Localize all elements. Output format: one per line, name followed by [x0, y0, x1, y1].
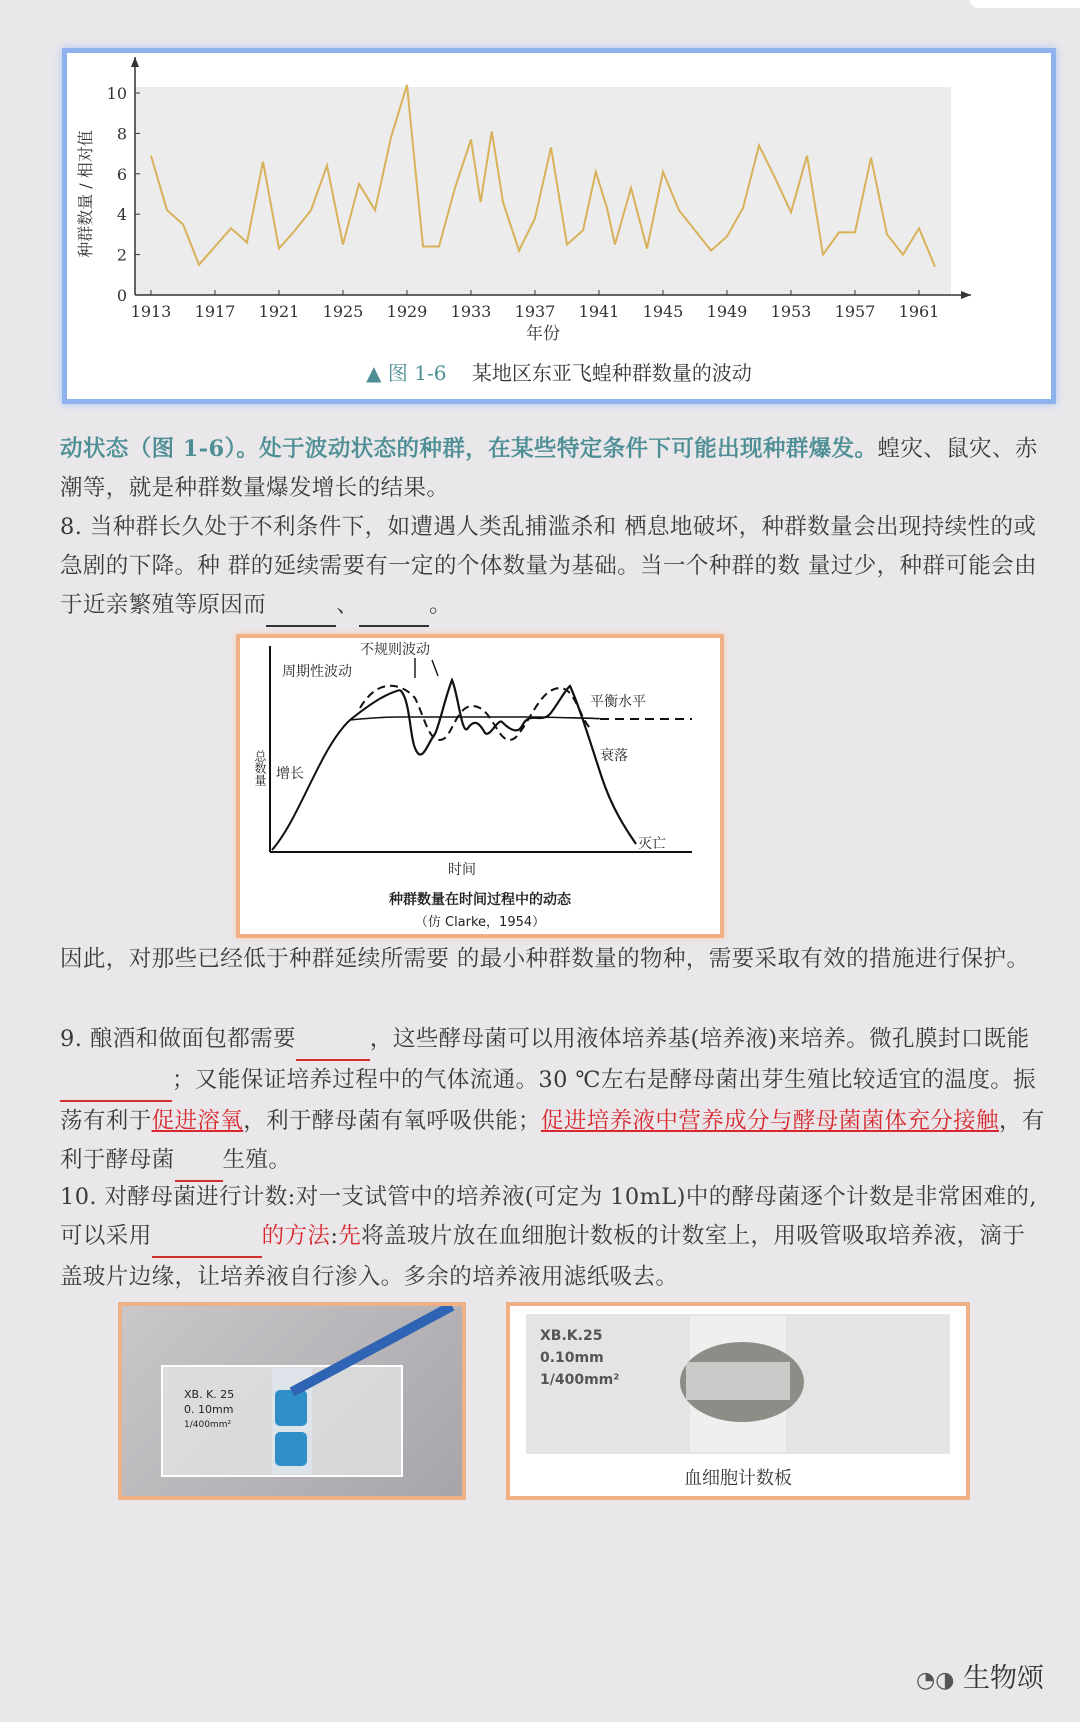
figure2-source: （仿 Clarke，1954） [414, 915, 546, 930]
x-tick-label: 1921 [258, 302, 300, 321]
para4-t4: ，利于酵母菌有氧呼吸供能； [243, 1108, 541, 1134]
y-axis-arrow [131, 57, 139, 67]
slide-label-3: 1/400mm² [184, 1420, 232, 1430]
label-irregular: 不规则波动 [360, 642, 430, 658]
para4-answer-2: 促进培养液中营养成分与酵母菌菌体充分接触 [540, 1108, 999, 1134]
x-tick-label: 1945 [642, 302, 684, 321]
x-tick-label: 1957 [834, 302, 876, 321]
figure-locust-chart [62, 48, 1056, 404]
para4-t6: 生殖。 [222, 1147, 292, 1173]
blank-8b[interactable] [359, 586, 429, 627]
para5-red-2: 先 [338, 1223, 362, 1249]
wechat-icon: ◔◑ [916, 1668, 955, 1693]
slide-label-1: XB. K. 25 [184, 1388, 235, 1401]
paragraph-3 [60, 940, 1045, 979]
x-axis-arrow [961, 291, 971, 299]
para4-t2: ，这些酵母菌可以用液体培养基(培养液)来培养。微孔膜封口既能 [369, 1026, 1030, 1052]
para1-emphasis: 动状态（图 1-6）。处于波动状态的种群，在某些特定条件下可能出现种群爆发。 [60, 436, 878, 462]
periodic-curve [360, 686, 590, 740]
figure2-caption: 种群数量在时间过程中的动态 [389, 892, 571, 908]
para2-text: 8. 当种群长久处于不利条件下，如遭遇人类乱捕滥杀和 栖息地破坏，种群数量会出现持续性的或急剧的下降。种 群的延续需要有一定的个体数量为基础。当一个种群的数 量过少，种群可能会由于近亲繁殖等原因而 [60, 514, 1037, 618]
label-growth: 增长 [276, 766, 304, 782]
board-label-1: XB.K.25 [540, 1328, 603, 1344]
y-tick-label: 6 [116, 164, 127, 184]
blank-8a[interactable] [266, 586, 336, 627]
para3-text: 因此，对那些已经低于种群延续所需要 的最小种群数量的物种，需要采取有效的措施进行保护。 [60, 946, 1030, 972]
board-label-2: 0.10mm [540, 1350, 604, 1366]
y-tick-label: 2 [116, 245, 127, 265]
para4-t3: ；又能保证培养过程中的气体流通。30 ℃左右是酵母菌出芽生殖比较适宜的温度。振荡有利于 [60, 1067, 1037, 1134]
para4-answer-1: 促进溶氧 [151, 1108, 244, 1134]
para2-sep: 、 [336, 592, 360, 618]
para5-t2: : [330, 1223, 339, 1249]
y-axis-label: 种群数量 / 相对值 [76, 130, 95, 258]
para2-end: 。 [429, 592, 452, 618]
label-periodic: 周期性波动 [282, 664, 352, 680]
counting-chamber-illustration [122, 1306, 462, 1496]
y-tick-label: 4 [116, 205, 127, 225]
x-axis-label: 年份 [526, 324, 560, 344]
x-tick-label: 1917 [194, 302, 236, 321]
x-tick-label: 1925 [322, 302, 364, 321]
y-label: 总数量 [253, 750, 267, 786]
x-tick-label: 1929 [386, 302, 428, 321]
blank-9c[interactable] [175, 1141, 223, 1182]
x-tick-label: 1941 [578, 302, 620, 321]
blank-9b[interactable] [60, 1061, 172, 1102]
x-tick-label: 1913 [130, 302, 172, 321]
blank-9a[interactable] [296, 1020, 370, 1061]
label-extinct: 灭亡 [638, 836, 666, 852]
label-decline: 衰落 [600, 748, 628, 764]
x-tick-label: 1933 [450, 302, 492, 321]
figure-population-dynamics [236, 634, 724, 938]
caption-figno: 图 1-6 [387, 361, 447, 385]
para1-rest: 蝗灾、鼠灾、赤潮等，就是种群数量爆发增长的结果。 [60, 436, 1038, 501]
paragraph-4 [60, 1020, 1045, 1182]
y-tick-label: 8 [116, 124, 127, 144]
paragraph-5 [60, 1178, 1045, 1297]
equilibrium-curve [350, 717, 600, 720]
sample-drop-2 [275, 1432, 307, 1466]
board-label-3: 1/400mm² [540, 1372, 620, 1388]
watermark [916, 1656, 1044, 1695]
para5-t3: 将盖玻片放在血细胞计数板的计数室上，用吸管吸取培养液，滴于盖玻片边缘，让培养液自行渗入。多余的培养液用滤纸吸去。 [60, 1223, 1026, 1290]
x-tick-label: 1953 [770, 302, 812, 321]
slide-label-2: 0. 10mm [184, 1403, 234, 1416]
x-tick-label: 1949 [706, 302, 748, 321]
y-tick-label: 10 [106, 84, 127, 103]
counting-area [686, 1362, 790, 1400]
top-bar-fragment [970, 0, 1080, 8]
blank-10a[interactable] [152, 1217, 262, 1258]
locust-line-chart [67, 53, 1051, 399]
para5-red-1: 的方法 [261, 1223, 331, 1249]
caption-title: 某地区东亚飞蝗种群数量的波动 [471, 361, 752, 385]
dynamics-diagram [240, 638, 720, 934]
figure1-caption [67, 357, 1051, 386]
y-tick-label: 0 [116, 286, 127, 305]
photo-hemocytometer [506, 1302, 970, 1500]
para4-t5: ，有利于酵母菌 [60, 1108, 1045, 1173]
x-tick-label: 1937 [514, 302, 556, 321]
paragraph-1 [60, 430, 1045, 508]
paragraph-2 [60, 508, 1045, 627]
x-tick-label: 1961 [898, 302, 940, 321]
caption-triangle-icon: ▲ [366, 361, 382, 385]
x-label: 时间 [448, 862, 476, 878]
para4-t1: 9. 酿酒和做面包都需要 [60, 1026, 296, 1052]
para5-t1: 10. 对酵母菌进行计数:对一支试管中的培养液(可定为 10mL)中的酵母菌逐个计数是非常困难的, 可以采用 [60, 1184, 1037, 1249]
photo-counting-chamber-pipette [118, 1302, 466, 1500]
hemocytometer-caption: 血细胞计数板 [684, 1468, 792, 1489]
label-equilibrium: 平衡水平 [590, 694, 646, 710]
sample-drop-1 [275, 1390, 307, 1426]
hemocytometer-illustration [510, 1306, 966, 1496]
watermark-text: 生物颂 [963, 1663, 1044, 1694]
